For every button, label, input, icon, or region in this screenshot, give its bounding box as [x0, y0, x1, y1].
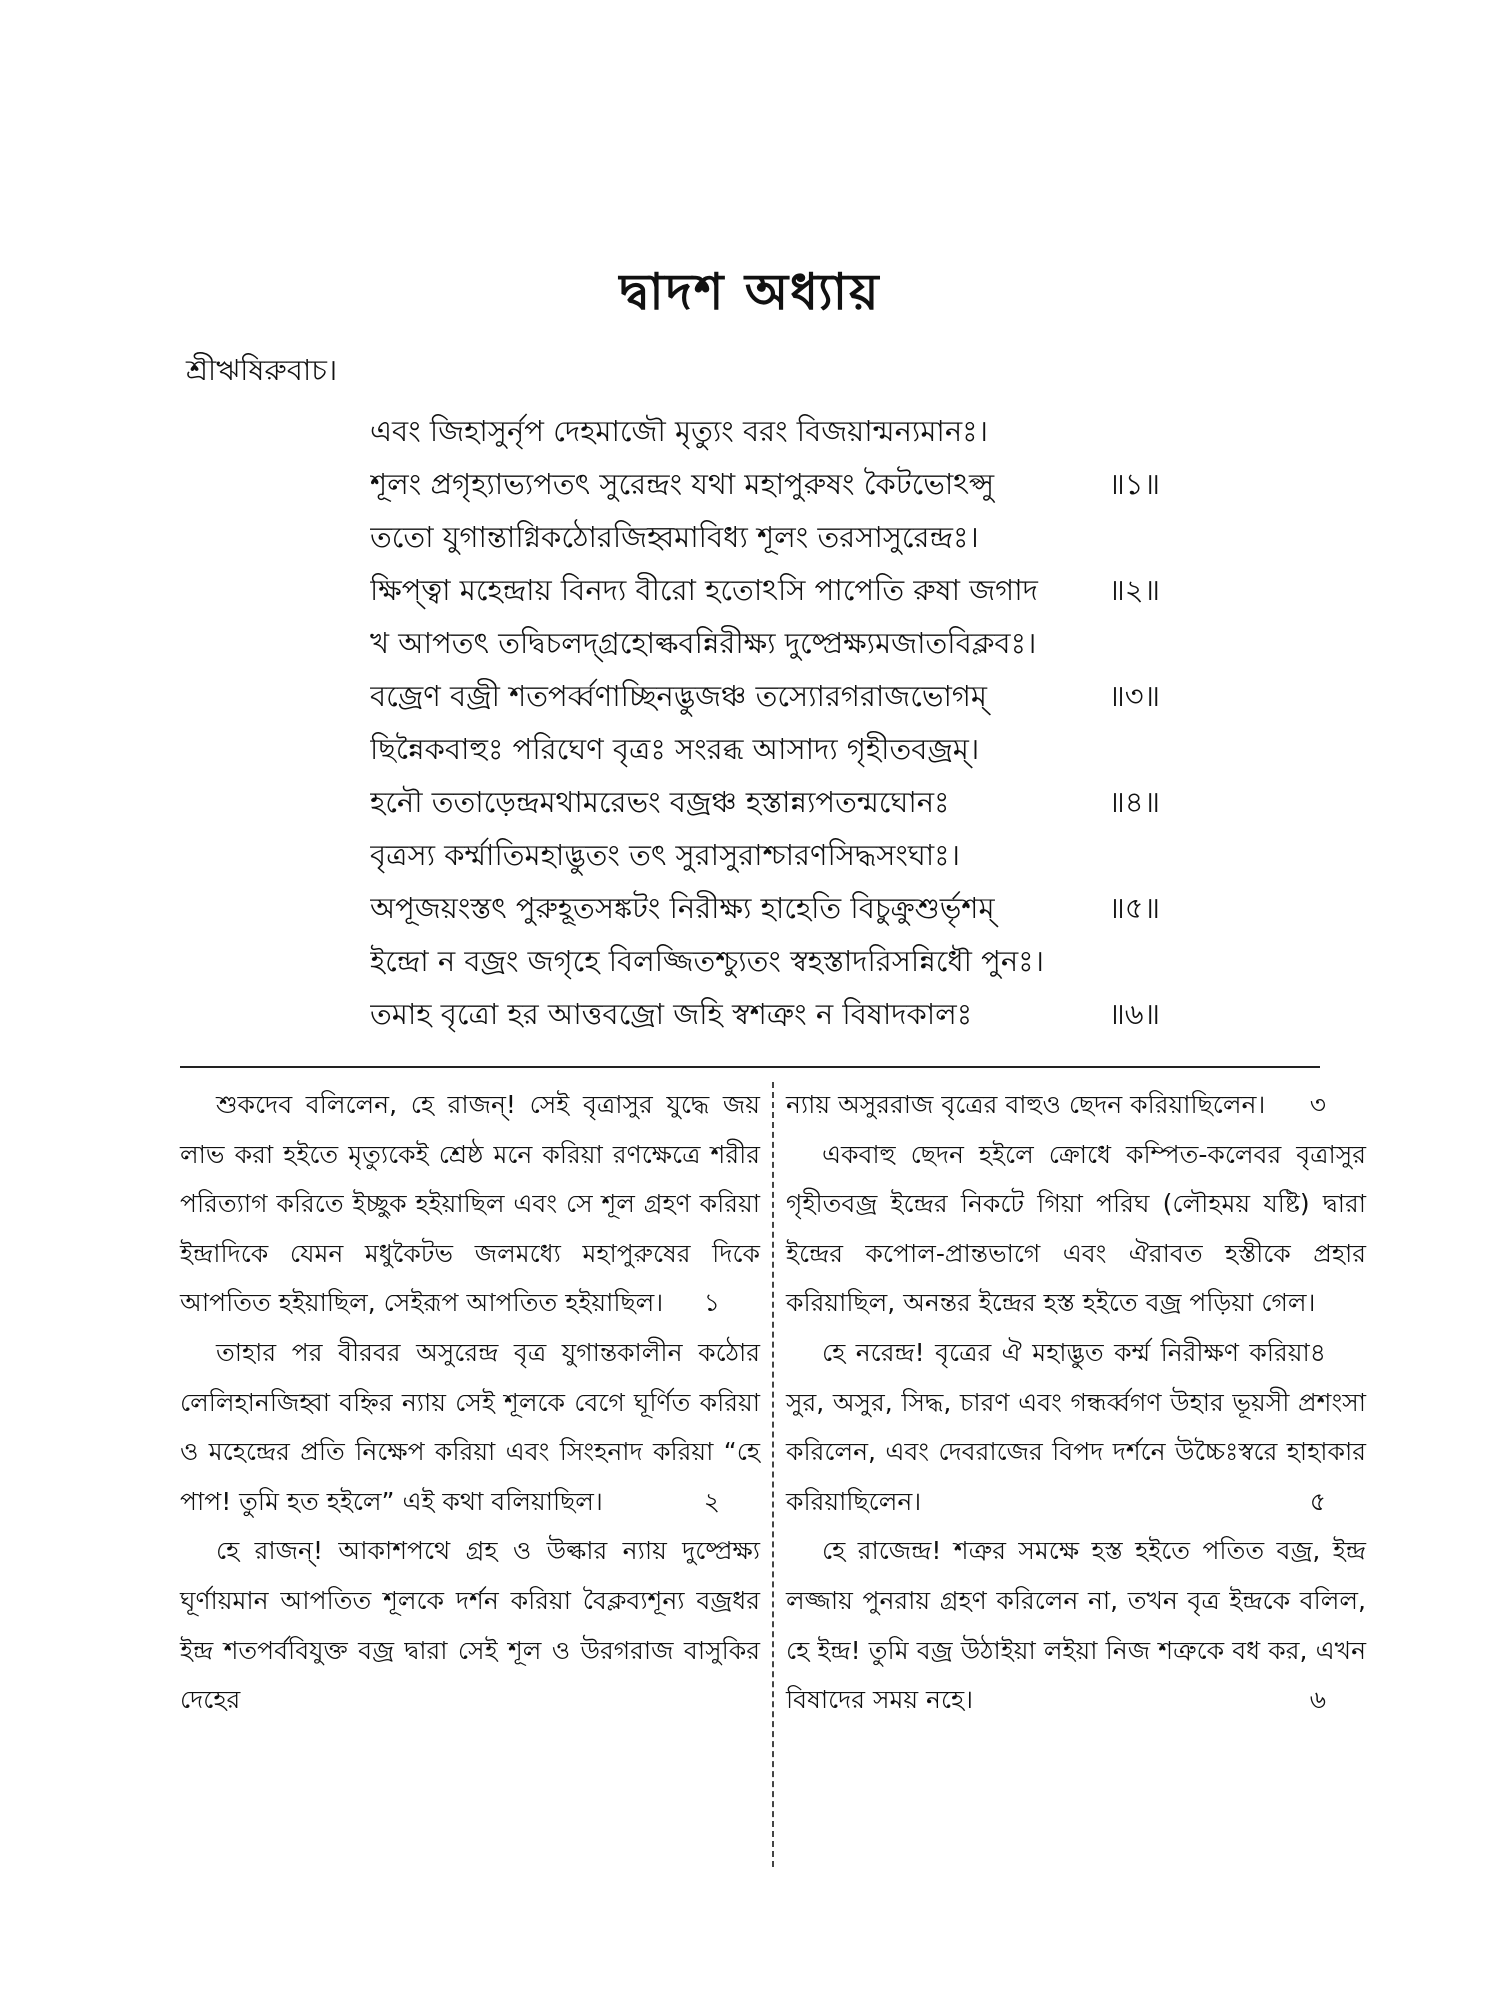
verse-line [370, 564, 1160, 617]
verse-text: ক্ষিপ্ত্বা মহেন্দ্রায় বিনদ্য বীরো হতোঽসি পাপেতি রুষা জগাদ [370, 573, 1038, 607]
commentary-paragraph [786, 1328, 1366, 1526]
commentary-text: তাহার পর বীরবর অসুরেন্দ্র বৃত্র যুগান্তকালীন কঠোর লেলিহানজিহ্বা বহ্নির ন্যায় সেই শূলকে বেগে ঘূর্ণিত করিয়া ও মহেন্দ্রের প্রতি নিক্ষেপ করিয়া এবং সিংহনাদ করিয়া “হে পাপ! তুমি হত হইলে” এই কথা বলিয়াছিল। [180, 1337, 760, 1516]
verse-text: শূলং প্রগৃহ্যাভ্যপতৎ সুরেন্দ্রং যথা মহাপুরুষং কৈটভোঽপ্সু [370, 467, 995, 501]
paragraph-number: ৪ [1309, 1337, 1326, 1367]
commentary-text: ন্যায় অসুররাজ বৃত্রের বাহুও ছেদন করিয়াছিলেন। [786, 1090, 1266, 1119]
commentary-text: হে নরেন্দ্র! বৃত্রের ঐ মহাদ্ভুত কর্ম্ম নিরীক্ষণ করিয়া সুর, অসুর, সিদ্ধ, চারণ এবং গন্ধর্ব্বগণ উহার ভূয়সী প্রশংসা করিলেন, এবং দেবরাজের বিপদ দর্শনে উচ্চৈঃস্বরে হাহাকার করিয়াছিলেন। [786, 1337, 1366, 1516]
verse-line [370, 405, 1160, 458]
verse-text: ছিন্নৈকবাহুঃ পরিঘেণ বৃত্রঃ সংরব্ধ আসাদ্য গৃহীতবজ্রম্। [370, 732, 980, 766]
commentary-text: হে রাজেন্দ্র! শত্রুর সমক্ষে হস্ত হইতে পতিত বজ্র, ইন্দ্র লজ্জায় পুনরায় গ্রহণ করিলেন না, তখন বৃত্র ইন্দ্রকে বলিল, হে ইন্দ্র! তুমি বজ্র উঠাইয়া লইয়া নিজ শত্রুকে বধ কর, এখন বিষাদের সময় নহে। [786, 1536, 1366, 1715]
verse-line [370, 723, 1160, 776]
commentary-text: একবাহু ছেদন হইলে ক্রোধে কম্পিত-কলেবর বৃত্রাসুর গৃহীতবজ্র ইন্দ্রের নিকটে গিয়া পরিঘ (লৌহময় যষ্টি) দ্বারা ইন্দ্রের কপোল-প্রান্তভাগে এবং ঐরাবত হস্তীকে প্রহার করিয়াছিল, অনন্তর ইন্দ্রের হস্ত হইতে বজ্র পড়িয়া গেল। [786, 1139, 1366, 1318]
paragraph-number: ২ [703, 1486, 720, 1516]
verse-line [370, 458, 1160, 511]
commentary-paragraph [786, 1080, 1366, 1130]
verse-text: ইন্দ্রো ন বজ্রং জগৃহে বিলজ্জিতশ্চ্যুতং স্বহস্তাদরিসন্নিধৌ পুনঃ। [370, 944, 1045, 978]
section-divider [180, 1066, 1320, 1068]
commentary-paragraph [180, 1328, 760, 1526]
verse-number: ॥৫॥ [1108, 891, 1160, 925]
sanskrit-verses [370, 405, 1160, 1041]
paragraph-number: ৫ [1309, 1486, 1326, 1516]
verse-number: ॥৩॥ [1108, 679, 1160, 713]
commentary-paragraph [786, 1130, 1366, 1367]
commentary-paragraph [180, 1080, 760, 1328]
verse-text: বজ্রেণ বজ্রী শতপর্ব্বণাচ্ছিনদ্ভুজঞ্চ তস্যোরগরাজভোগম্ [370, 679, 988, 713]
verse-line [370, 829, 1160, 882]
verse-number: ॥১॥ [1108, 467, 1160, 501]
verse-line [370, 935, 1160, 988]
verse-text: এবং জিহাসুর্নৃপ দেহমাজৌ মৃত্যুং বরং বিজয়ান্মন্যমানঃ। [370, 414, 988, 448]
verse-line [370, 617, 1160, 670]
paragraph-number: ৬ [1309, 1685, 1326, 1715]
verse-text: ততো যুগান্তাগ্নিকঠোরজিহ্বমাবিধ্য শূলং তরসাসুরেন্দ্রঃ। [370, 520, 979, 554]
verse-number: ॥৬॥ [1108, 997, 1160, 1031]
verse-text: তমাহ বৃত্রো হর আত্তবজ্রো জহি স্বশত্রুং ন বিষাদকালঃ [370, 997, 973, 1031]
verse-number: ॥২॥ [1108, 573, 1160, 607]
commentary-right-column [786, 1080, 1366, 1725]
verse-text: বৃত্রস্য কর্ম্মাতিমহাদ্ভুতং তৎ সুরাসুরাশ্চারণসিদ্ধসংঘাঃ। [370, 838, 961, 872]
verse-text: খ আপতৎ তদ্বিচলদ্গ্রহোল্কবন্নিরীক্ষ্য দুষ্প্রেক্ষ্যমজাতবিক্লবঃ। [370, 626, 1037, 660]
commentary-paragraph [180, 1526, 760, 1724]
chapter-title: দ্বাদশ অধ্যায় [619, 263, 881, 321]
paragraph-number: ৩ [1309, 1090, 1326, 1119]
column-separator [772, 1082, 774, 1867]
commentary-paragraph [786, 1526, 1366, 1724]
verse-line [370, 511, 1160, 564]
verse-line [370, 670, 1160, 723]
verse-number: ॥৪॥ [1108, 785, 1160, 819]
commentary-text: হে রাজন্! আকাশপথে গ্রহ ও উল্কার ন্যায় দুষ্প্রেক্ষ্য ঘূর্ণায়মান আপতিত শূলকে দর্শন করিয়া বৈক্লব্যশূন্য বজ্রধর ইন্দ্র শতপর্ববিযুক্ত বজ্র দ্বারা সেই শূল ও উরগরাজ বাসুকির দেহের [180, 1536, 760, 1715]
verse-text: অপূজয়ংস্তৎ পুরুহূতসঙ্কটং নিরীক্ষ্য হাহেতি বিচুক্রুশুর্ভৃশম্ [370, 891, 995, 925]
verse-line [370, 988, 1160, 1041]
verse-text: হনৌ ততাড়েন্দ্রমথামরেভং বজ্রঞ্চ হস্তান্ন্যপতন্মঘোনঃ [370, 785, 950, 819]
verse-line [370, 776, 1160, 829]
paragraph-number: ১ [703, 1288, 720, 1318]
commentary-text: শুকদেব বলিলেন, হে রাজন্! সেই বৃত্রাসুর যুদ্ধে জয় লাভ করা হইতে মৃত্যুকেই শ্রেষ্ঠ মনে করিয়া রণক্ষেত্রে শরীর পরিত্যাগ করিতে ইচ্ছুক হইয়াছিল এবং সে শূল গ্রহণ করিয়া ইন্দ্রাদিকে যেমন মধুকৈটভ জলমধ্যে মহাপুরুষের দিকে আপতিত হইয়াছিল, সেইরূপ আপতিত হইয়াছিল। [180, 1090, 760, 1318]
speaker-heading: শ্রীঋষিরুবাচ। [186, 353, 338, 387]
verse-line [370, 882, 1160, 935]
commentary-left-column [180, 1080, 760, 1725]
